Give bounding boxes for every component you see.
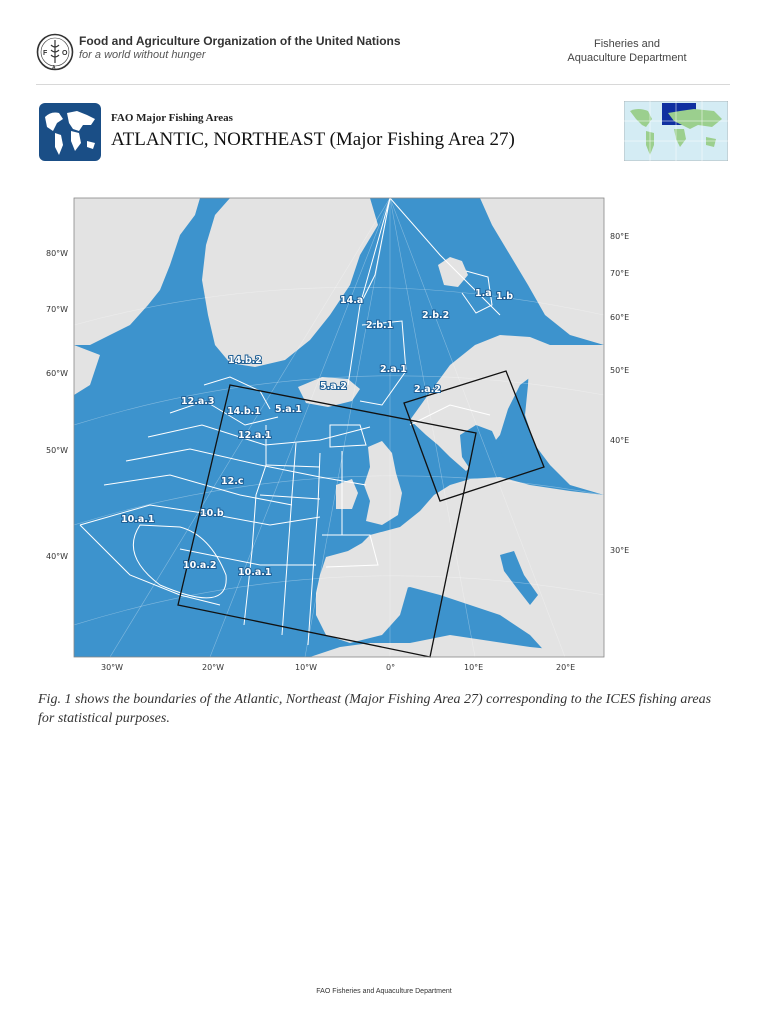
world-map-icon [39, 103, 101, 161]
tick-right-80e: 80°E [610, 232, 630, 241]
area-label-14b1: 14.b.1 [227, 406, 261, 417]
tick-left-40w: 40°W [46, 552, 69, 561]
area-label-1a: 1.a [475, 288, 492, 299]
fao-logo [36, 33, 74, 71]
area-label-1b: 1.b [496, 291, 514, 302]
area-label-5a1: 5.a.1 [275, 404, 302, 415]
area-label-2b2: 2.b.2 [422, 310, 450, 321]
org-name: Food and Agriculture Organization of the United Nations [79, 34, 401, 48]
area-label-10a1-east: 10.a.1 [238, 567, 272, 578]
area-label-14b2: 14.b.2 [228, 355, 262, 366]
area-label-12c: 12.c [221, 476, 244, 487]
logo-letter-f: F [43, 50, 48, 57]
department-line-1: Fisheries and [593, 38, 661, 50]
tick-left-50w: 50°W [46, 446, 69, 455]
tick-bottom-30w: 30°W [101, 663, 124, 672]
locator-map [624, 101, 728, 161]
header-divider [36, 84, 730, 85]
area-label-14a: 14.a [340, 295, 364, 306]
area-label-2a2: 2.a.2 [414, 384, 441, 395]
department-line-2: Aquaculture Department [567, 52, 687, 64]
logo-letter-a: A [52, 65, 56, 71]
tick-bottom-0: 0° [386, 663, 396, 672]
area-label-10a1-west: 10.a.1 [121, 514, 155, 525]
tick-bottom-20e: 20°E [556, 663, 576, 672]
page-subtitle: FAO Major Fishing Areas [111, 112, 233, 124]
area-label-5a2: 5.a.2 [320, 381, 347, 392]
org-tagline: for a world without hunger [79, 49, 206, 61]
tick-left-80w: 80°W [46, 249, 69, 258]
area-label-2b1: 2.b.1 [366, 320, 394, 331]
logo-letter-o: O [62, 50, 68, 57]
page-footer: FAO Fisheries and Aquaculture Department [316, 988, 452, 995]
tick-left-60w: 60°W [46, 369, 69, 378]
fishing-area-map [30, 195, 640, 677]
area-label-10a2: 10.a.2 [183, 560, 217, 571]
tick-right-70e: 70°E [610, 269, 630, 278]
figure-caption: Fig. 1 shows the boundaries of the Atlantic, Northeast (Major Fishing Area 27) corresponding to the ICES fishing areas for statistical purposes. [38, 692, 712, 726]
tick-right-30e: 30°E [610, 546, 630, 555]
tick-right-40e: 40°E [610, 436, 630, 445]
area-label-2a1: 2.a.1 [380, 364, 407, 375]
page-title: ATLANTIC, NORTHEAST (Major Fishing Area 27) [111, 129, 515, 150]
department-name [560, 37, 694, 65]
area-label-12a1: 12.a.1 [238, 430, 272, 441]
tick-bottom-10e: 10°E [464, 663, 484, 672]
tick-left-70w: 70°W [46, 305, 69, 314]
tick-bottom-20w: 20°W [202, 663, 225, 672]
tick-bottom-10w: 10°W [295, 663, 318, 672]
tick-right-60e: 60°E [610, 313, 630, 322]
tick-right-50e: 50°E [610, 366, 630, 375]
area-label-12a3: 12.a.3 [181, 396, 215, 407]
area-label-10b: 10.b [200, 508, 224, 519]
